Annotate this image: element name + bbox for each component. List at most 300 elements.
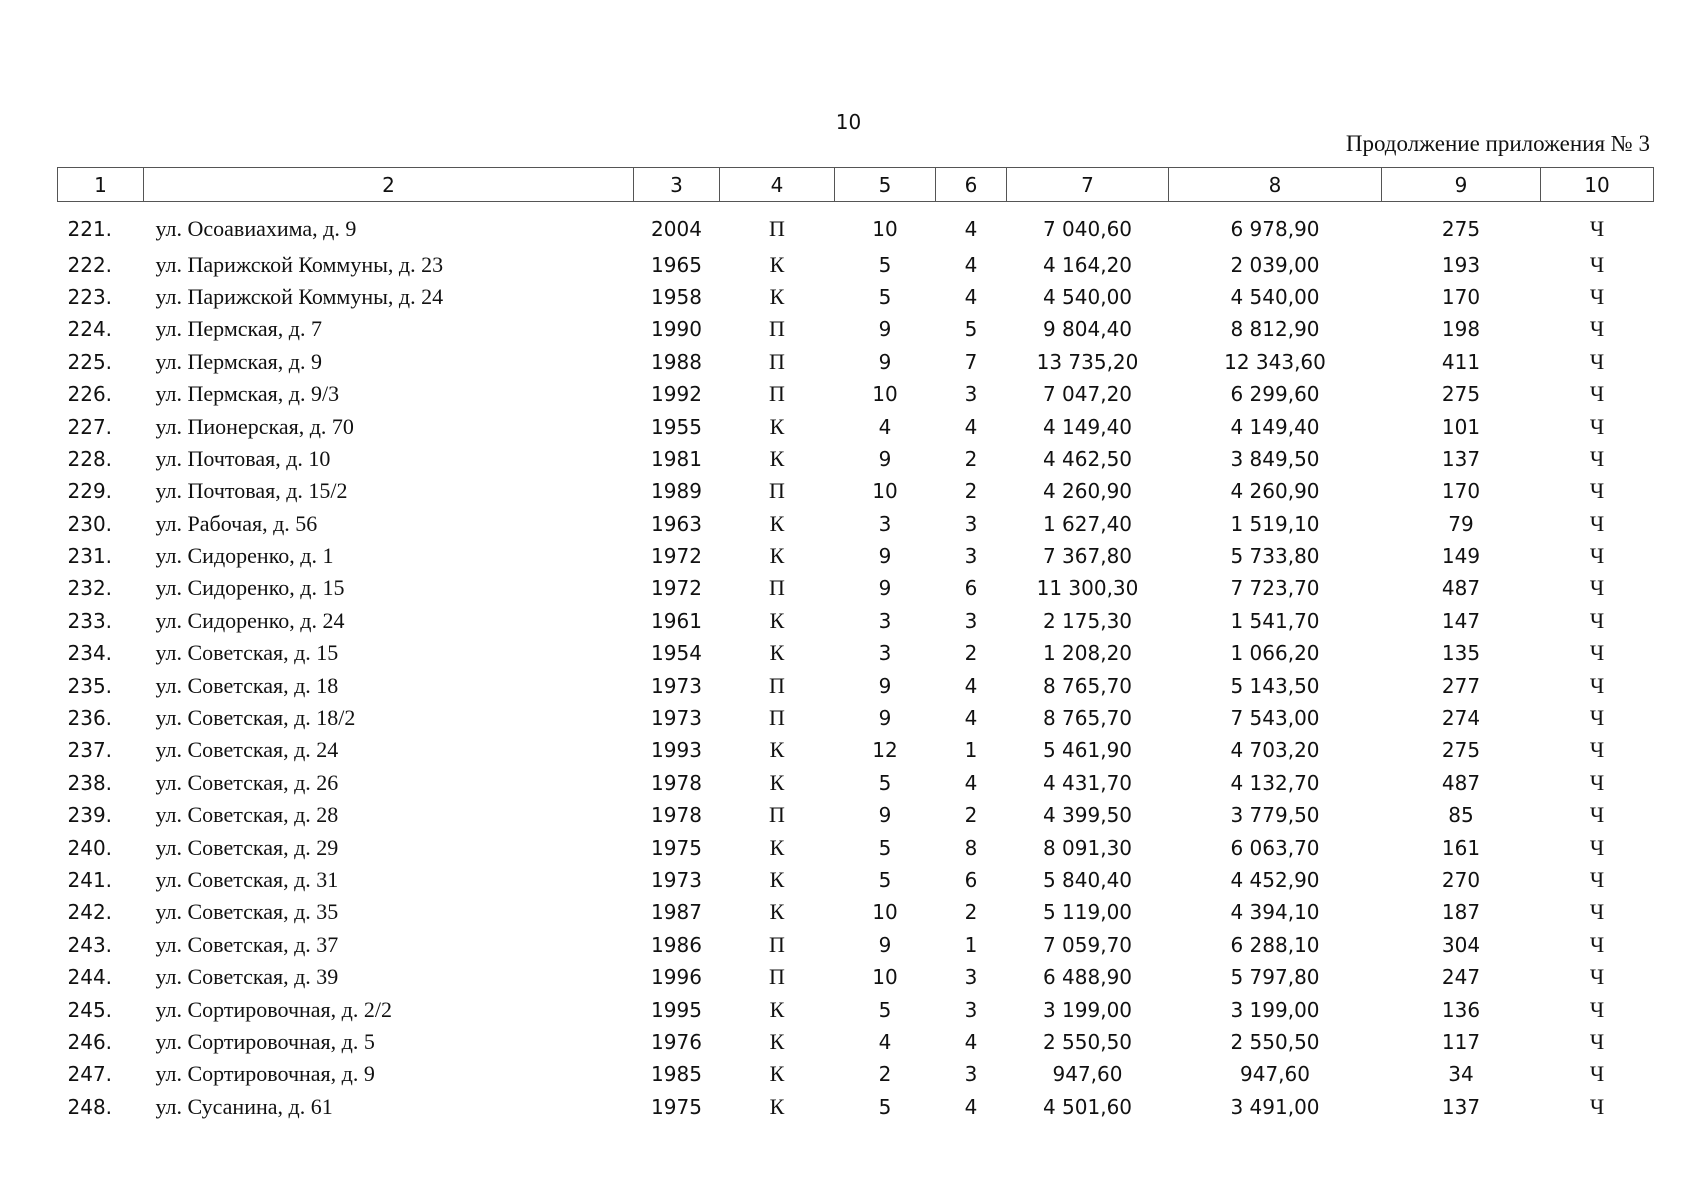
cell-address: ул. Сортировочная, д. 9 bbox=[155, 1061, 375, 1087]
cell-total-area: 7 367,80 bbox=[1042, 544, 1133, 569]
cell-entrances: 3 bbox=[964, 608, 978, 633]
cell-living-area: 8 812,90 bbox=[1230, 317, 1320, 342]
cell-entrances: 5 bbox=[964, 317, 978, 342]
table-row bbox=[58, 993, 1654, 1025]
cell-entrances: 1 bbox=[964, 932, 978, 957]
column-header-5: 5 bbox=[835, 168, 936, 202]
cell-residents: 198 bbox=[1441, 317, 1481, 342]
cell-residents: 149 bbox=[1441, 544, 1481, 569]
cell-floors: 9 bbox=[878, 673, 892, 698]
cell-floors: 10 bbox=[872, 216, 898, 241]
cell-wall-material: К bbox=[769, 510, 785, 536]
cell-total-area: 7 059,70 bbox=[1042, 932, 1133, 957]
cell-total-area: 8 765,70 bbox=[1042, 673, 1133, 698]
cell-living-area: 4 540,00 bbox=[1230, 284, 1320, 309]
table-row bbox=[58, 572, 1654, 604]
cell-row-number: 226. bbox=[67, 382, 113, 407]
cell-total-area: 4 260,90 bbox=[1042, 479, 1133, 504]
cell-total-area: 11 300,30 bbox=[1036, 576, 1139, 601]
table-row bbox=[58, 896, 1654, 928]
cell-total-area: 7 047,20 bbox=[1042, 382, 1133, 407]
cell-total-area: 4 462,50 bbox=[1042, 446, 1133, 471]
cell-row-number: 245. bbox=[67, 997, 113, 1022]
cell-address: ул. Советская, д. 28 bbox=[155, 802, 339, 828]
column-header-9: 9 bbox=[1382, 168, 1541, 202]
cell-total-area: 2 550,50 bbox=[1042, 1029, 1133, 1054]
cell-total-area: 4 431,70 bbox=[1042, 770, 1133, 795]
cell-address: ул. Сидоренко, д. 24 bbox=[155, 607, 345, 633]
cell-row-number: 221. bbox=[67, 216, 113, 241]
cell-wall-material: К bbox=[769, 867, 785, 892]
cell-floors: 9 bbox=[878, 317, 892, 342]
cell-row-number: 235. bbox=[67, 673, 113, 698]
cell-wall-material: К bbox=[769, 543, 785, 569]
cell-row-number: 229. bbox=[67, 479, 113, 504]
cell-floors: 5 bbox=[878, 284, 892, 309]
cell-address: ул. Советская, д. 24 bbox=[155, 737, 339, 763]
cell-row-number: 232. bbox=[67, 576, 113, 601]
cell-residents: 487 bbox=[1441, 576, 1481, 601]
cell-wall-material: К bbox=[769, 283, 785, 309]
cell-year: 1992 bbox=[651, 382, 702, 407]
cell-residents: 277 bbox=[1441, 673, 1481, 698]
cell-wall-material: П bbox=[769, 215, 785, 241]
cell-year: 1985 bbox=[651, 1062, 702, 1087]
cell-ownership: Ч bbox=[1589, 867, 1605, 892]
cell-floors: 10 bbox=[872, 965, 898, 990]
cell-residents: 85 bbox=[1448, 803, 1474, 828]
cell-floors: 9 bbox=[878, 932, 892, 957]
table-row bbox=[58, 864, 1654, 896]
column-header-3: 3 bbox=[634, 168, 720, 202]
cell-ownership: Ч bbox=[1589, 445, 1605, 471]
cell-address: ул. Пионерская, д. 70 bbox=[155, 413, 354, 439]
cell-address: ул. Почтовая, д. 15/2 bbox=[155, 478, 348, 504]
cell-floors: 9 bbox=[878, 576, 892, 601]
cell-residents: 137 bbox=[1441, 446, 1481, 471]
cell-living-area: 4 703,20 bbox=[1230, 738, 1320, 763]
cell-living-area: 1 541,70 bbox=[1230, 608, 1320, 633]
cell-living-area: 1 066,20 bbox=[1230, 641, 1320, 666]
cell-address: ул. Советская, д. 15 bbox=[155, 640, 339, 666]
cell-floors: 2 bbox=[878, 1062, 892, 1087]
cell-ownership: Ч bbox=[1589, 413, 1605, 439]
cell-ownership: Ч bbox=[1589, 769, 1605, 795]
cell-row-number: 231. bbox=[67, 544, 113, 569]
cell-ownership: Ч bbox=[1589, 381, 1605, 407]
cell-floors: 9 bbox=[878, 706, 892, 731]
table-row bbox=[58, 702, 1654, 734]
cell-address: ул. Сусанина, д. 61 bbox=[155, 1093, 333, 1119]
cell-ownership: Ч bbox=[1589, 1061, 1605, 1087]
table-row bbox=[58, 799, 1654, 831]
cell-year: 1973 bbox=[651, 868, 702, 892]
cell-residents: 193 bbox=[1441, 252, 1481, 277]
cell-year: 1995 bbox=[651, 997, 702, 1022]
cell-year: 1987 bbox=[651, 900, 702, 925]
cell-floors: 4 bbox=[878, 414, 892, 439]
header-row bbox=[58, 168, 1654, 202]
cell-total-area: 7 040,60 bbox=[1042, 216, 1133, 241]
cell-ownership: Ч bbox=[1589, 802, 1605, 828]
cell-wall-material: П bbox=[769, 964, 785, 990]
cell-address: ул. Сортировочная, д. 2/2 bbox=[155, 996, 392, 1022]
cell-floors: 3 bbox=[878, 641, 892, 666]
cell-entrances: 2 bbox=[964, 641, 978, 666]
cell-wall-material: К bbox=[769, 607, 785, 633]
cell-residents: 274 bbox=[1441, 706, 1481, 731]
cell-year: 1975 bbox=[651, 835, 702, 860]
table-row bbox=[58, 831, 1654, 863]
cell-year: 1986 bbox=[651, 932, 702, 957]
cell-ownership: Ч bbox=[1589, 543, 1605, 569]
cell-residents: 487 bbox=[1441, 770, 1481, 795]
cell-row-number: 238. bbox=[67, 770, 113, 795]
cell-residents: 170 bbox=[1441, 284, 1481, 309]
cell-row-number: 234. bbox=[67, 641, 113, 666]
table-row bbox=[58, 1026, 1654, 1058]
table-body bbox=[58, 202, 1654, 1123]
table-row bbox=[58, 1058, 1654, 1090]
cell-ownership: Ч bbox=[1589, 899, 1605, 925]
cell-row-number: 242. bbox=[67, 900, 113, 925]
cell-row-number: 233. bbox=[67, 608, 113, 633]
cell-row-number: 239. bbox=[67, 803, 113, 828]
table-row bbox=[58, 540, 1654, 572]
cell-address: ул. Советская, д. 29 bbox=[155, 834, 339, 860]
cell-wall-material: П bbox=[769, 705, 785, 731]
cell-floors: 10 bbox=[872, 479, 898, 504]
cell-address: ул. Советская, д. 26 bbox=[155, 769, 339, 795]
cell-wall-material: К bbox=[769, 834, 785, 860]
cell-total-area: 8 765,70 bbox=[1042, 706, 1133, 731]
cell-total-area: 5 119,00 bbox=[1042, 900, 1133, 925]
cell-row-number: 246. bbox=[67, 1029, 113, 1054]
cell-year: 1989 bbox=[651, 479, 702, 504]
table-row bbox=[58, 961, 1654, 993]
cell-address: ул. Сортировочная, д. 5 bbox=[155, 1028, 375, 1054]
cell-living-area: 4 394,10 bbox=[1230, 900, 1320, 925]
cell-floors: 5 bbox=[878, 770, 892, 795]
cell-floors: 12 bbox=[872, 738, 898, 763]
cell-living-area: 4 452,90 bbox=[1230, 868, 1320, 892]
cell-living-area: 3 491,00 bbox=[1230, 1094, 1320, 1119]
cell-address: ул. Советская, д. 35 bbox=[155, 899, 339, 925]
cell-wall-material: К bbox=[769, 996, 785, 1022]
cell-row-number: 227. bbox=[67, 414, 113, 439]
cell-entrances: 4 bbox=[964, 1094, 978, 1119]
cell-year: 1988 bbox=[651, 349, 702, 374]
cell-ownership: Ч bbox=[1589, 931, 1605, 957]
cell-wall-material: К bbox=[769, 251, 785, 277]
cell-residents: 170 bbox=[1441, 479, 1481, 504]
cell-floors: 5 bbox=[878, 868, 892, 892]
cell-wall-material: К bbox=[769, 769, 785, 795]
cell-total-area: 4 149,40 bbox=[1042, 414, 1133, 439]
cell-living-area: 2 550,50 bbox=[1230, 1029, 1320, 1054]
cell-total-area: 1 627,40 bbox=[1042, 511, 1133, 536]
cell-address: ул. Советская, д. 31 bbox=[155, 867, 339, 892]
cell-address: ул. Парижской Коммуны, д. 23 bbox=[155, 251, 444, 277]
cell-living-area: 6 299,60 bbox=[1230, 382, 1320, 407]
cell-floors: 10 bbox=[872, 382, 898, 407]
cell-living-area: 5 797,80 bbox=[1230, 965, 1320, 990]
cell-residents: 187 bbox=[1441, 900, 1481, 925]
column-header-2: 2 bbox=[144, 168, 634, 202]
cell-ownership: Ч bbox=[1589, 283, 1605, 309]
table-row bbox=[58, 410, 1654, 442]
cell-wall-material: П bbox=[769, 348, 785, 374]
buildings-table bbox=[57, 167, 1654, 1123]
cell-year: 1973 bbox=[651, 706, 702, 731]
cell-residents: 136 bbox=[1441, 997, 1481, 1022]
cell-total-area: 3 199,00 bbox=[1042, 997, 1133, 1022]
cell-ownership: Ч bbox=[1589, 316, 1605, 342]
cell-entrances: 3 bbox=[964, 382, 978, 407]
cell-address: ул. Пермская, д. 9 bbox=[155, 348, 322, 374]
cell-living-area: 6 978,90 bbox=[1230, 216, 1320, 241]
cell-row-number: 236. bbox=[67, 706, 113, 731]
cell-ownership: Ч bbox=[1589, 705, 1605, 731]
cell-wall-material: К bbox=[769, 445, 785, 471]
cell-row-number: 222. bbox=[67, 252, 113, 277]
cell-floors: 9 bbox=[878, 349, 892, 374]
cell-row-number: 240. bbox=[67, 835, 113, 860]
cell-entrances: 2 bbox=[964, 900, 978, 925]
table-row bbox=[58, 248, 1654, 280]
cell-wall-material: К bbox=[769, 1028, 785, 1054]
cell-residents: 275 bbox=[1441, 216, 1481, 241]
cell-living-area: 2 039,00 bbox=[1230, 252, 1320, 277]
cell-wall-material: К bbox=[769, 1093, 785, 1119]
cell-ownership: Ч bbox=[1589, 1093, 1605, 1119]
table-row bbox=[58, 929, 1654, 961]
cell-living-area: 947,60 bbox=[1240, 1062, 1310, 1087]
cell-ownership: Ч bbox=[1589, 478, 1605, 504]
cell-ownership: Ч bbox=[1589, 996, 1605, 1022]
cell-residents: 101 bbox=[1441, 414, 1481, 439]
cell-floors: 3 bbox=[878, 608, 892, 633]
table-row bbox=[58, 313, 1654, 345]
cell-entrances: 6 bbox=[964, 868, 978, 892]
cell-wall-material: К bbox=[769, 1061, 785, 1087]
cell-living-area: 5 733,80 bbox=[1230, 544, 1320, 569]
cell-wall-material: К bbox=[769, 737, 785, 763]
cell-residents: 304 bbox=[1441, 932, 1481, 957]
cell-year: 1975 bbox=[651, 1094, 702, 1119]
table-row bbox=[58, 1091, 1654, 1123]
table-row bbox=[58, 669, 1654, 701]
cell-floors: 9 bbox=[878, 803, 892, 828]
cell-floors: 5 bbox=[878, 1094, 892, 1119]
cell-row-number: 228. bbox=[67, 446, 113, 471]
table-row bbox=[58, 202, 1654, 249]
cell-ownership: Ч bbox=[1589, 834, 1605, 860]
cell-total-area: 9 804,40 bbox=[1042, 317, 1133, 342]
cell-living-area: 5 143,50 bbox=[1230, 673, 1320, 698]
cell-living-area: 1 519,10 bbox=[1230, 511, 1320, 536]
cell-address: ул. Осоавиахима, д. 9 bbox=[155, 215, 357, 241]
cell-ownership: Ч bbox=[1589, 215, 1605, 241]
column-header-1: 1 bbox=[58, 168, 144, 202]
cell-floors: 3 bbox=[878, 511, 892, 536]
cell-row-number: 237. bbox=[67, 738, 113, 763]
cell-residents: 135 bbox=[1441, 641, 1481, 666]
cell-wall-material: К bbox=[769, 413, 785, 439]
cell-address: ул. Парижской Коммуны, д. 24 bbox=[155, 283, 444, 309]
cell-address: ул. Почтовая, д. 10 bbox=[155, 445, 331, 471]
cell-total-area: 4 501,60 bbox=[1042, 1094, 1133, 1119]
cell-row-number: 248. bbox=[67, 1094, 113, 1119]
table-row bbox=[58, 378, 1654, 410]
cell-total-area: 2 175,30 bbox=[1042, 608, 1133, 633]
cell-year: 1981 bbox=[651, 446, 702, 471]
cell-entrances: 3 bbox=[964, 544, 978, 569]
cell-total-area: 947,60 bbox=[1052, 1062, 1123, 1087]
cell-entrances: 4 bbox=[964, 252, 978, 277]
cell-wall-material: П bbox=[769, 672, 785, 698]
table-row bbox=[58, 637, 1654, 669]
cell-ownership: Ч bbox=[1589, 251, 1605, 277]
cell-floors: 5 bbox=[878, 252, 892, 277]
cell-year: 1996 bbox=[651, 965, 702, 990]
cell-row-number: 244. bbox=[67, 965, 113, 990]
cell-ownership: Ч bbox=[1589, 640, 1605, 666]
cell-row-number: 223. bbox=[67, 284, 113, 309]
cell-ownership: Ч bbox=[1589, 607, 1605, 633]
cell-wall-material: П bbox=[769, 802, 785, 828]
cell-ownership: Ч bbox=[1589, 672, 1605, 698]
cell-ownership: Ч bbox=[1589, 348, 1605, 374]
cell-entrances: 8 bbox=[964, 835, 978, 860]
cell-entrances: 3 bbox=[964, 965, 978, 990]
cell-wall-material: П bbox=[769, 478, 785, 504]
cell-address: ул. Советская, д. 18 bbox=[155, 672, 339, 698]
cell-living-area: 3 199,00 bbox=[1230, 997, 1320, 1022]
cell-row-number: 224. bbox=[67, 317, 113, 342]
cell-floors: 5 bbox=[878, 835, 892, 860]
cell-ownership: Ч bbox=[1589, 1028, 1605, 1054]
cell-year: 1961 bbox=[651, 608, 702, 633]
table-row bbox=[58, 734, 1654, 766]
table-row bbox=[58, 508, 1654, 540]
table-row bbox=[58, 767, 1654, 799]
cell-living-area: 3 849,50 bbox=[1230, 446, 1320, 471]
column-header-10: 10 bbox=[1541, 168, 1654, 202]
cell-wall-material: П bbox=[769, 575, 785, 601]
cell-entrances: 3 bbox=[964, 1062, 978, 1087]
cell-year: 1954 bbox=[651, 641, 702, 666]
cell-year: 1972 bbox=[651, 544, 702, 569]
cell-entrances: 4 bbox=[964, 414, 978, 439]
cell-address: ул. Советская, д. 37 bbox=[155, 931, 339, 957]
cell-address: ул. Сидоренко, д. 1 bbox=[155, 543, 334, 569]
cell-year: 1963 bbox=[651, 511, 702, 536]
cell-wall-material: П bbox=[769, 381, 785, 407]
cell-total-area: 1 208,20 bbox=[1042, 641, 1133, 666]
cell-living-area: 4 149,40 bbox=[1230, 414, 1320, 439]
cell-residents: 79 bbox=[1448, 511, 1474, 536]
cell-total-area: 5 840,40 bbox=[1042, 868, 1133, 892]
cell-entrances: 2 bbox=[964, 803, 978, 828]
cell-address: ул. Рабочая, д. 56 bbox=[155, 510, 318, 536]
cell-living-area: 4 260,90 bbox=[1230, 479, 1320, 504]
cell-floors: 10 bbox=[872, 900, 898, 925]
column-header-7: 7 bbox=[1007, 168, 1169, 202]
cell-total-area: 5 461,90 bbox=[1042, 738, 1133, 763]
cell-residents: 275 bbox=[1441, 738, 1481, 763]
cell-entrances: 7 bbox=[964, 349, 978, 374]
cell-row-number: 230. bbox=[67, 511, 113, 536]
cell-wall-material: К bbox=[769, 899, 785, 925]
cell-residents: 247 bbox=[1441, 965, 1481, 990]
cell-address: ул. Сидоренко, д. 15 bbox=[155, 575, 345, 601]
cell-living-area: 12 343,60 bbox=[1224, 349, 1326, 374]
cell-row-number: 247. bbox=[67, 1062, 113, 1087]
cell-ownership: Ч bbox=[1589, 964, 1605, 990]
cell-residents: 411 bbox=[1441, 349, 1481, 374]
cell-ownership: Ч bbox=[1589, 510, 1605, 536]
cell-floors: 9 bbox=[878, 544, 892, 569]
cell-entrances: 4 bbox=[964, 1029, 978, 1054]
cell-residents: 137 bbox=[1441, 1094, 1481, 1119]
cell-entrances: 4 bbox=[964, 216, 978, 241]
cell-total-area: 4 164,20 bbox=[1042, 252, 1133, 277]
cell-entrances: 6 bbox=[964, 576, 978, 601]
page-number: 10 bbox=[835, 110, 862, 134]
cell-floors: 5 bbox=[878, 997, 892, 1022]
cell-living-area: 7 543,00 bbox=[1230, 706, 1320, 731]
cell-living-area: 3 779,50 bbox=[1230, 803, 1320, 828]
cell-residents: 147 bbox=[1441, 608, 1481, 633]
column-header-6: 6 bbox=[936, 168, 1007, 202]
cell-total-area: 8 091,30 bbox=[1042, 835, 1133, 860]
cell-entrances: 3 bbox=[964, 511, 978, 536]
cell-year: 2004 bbox=[651, 216, 702, 241]
cell-total-area: 4 540,00 bbox=[1042, 284, 1133, 309]
appendix-caption: Продолжение приложения № 3 bbox=[1345, 131, 1650, 156]
cell-floors: 4 bbox=[878, 1029, 892, 1054]
cell-year: 1978 bbox=[651, 770, 702, 795]
cell-wall-material: П bbox=[769, 931, 785, 957]
cell-ownership: Ч bbox=[1589, 575, 1605, 601]
table-row bbox=[58, 281, 1654, 313]
cell-entrances: 2 bbox=[964, 446, 978, 471]
cell-residents: 275 bbox=[1441, 382, 1481, 407]
cell-wall-material: П bbox=[769, 316, 785, 342]
cell-year: 1965 bbox=[651, 252, 702, 277]
cell-year: 1976 bbox=[651, 1029, 702, 1054]
cell-entrances: 4 bbox=[964, 706, 978, 731]
cell-entrances: 4 bbox=[964, 284, 978, 309]
cell-address: ул. Пермская, д. 9/3 bbox=[155, 381, 340, 407]
cell-year: 1978 bbox=[651, 803, 702, 828]
cell-entrances: 3 bbox=[964, 997, 978, 1022]
cell-ownership: Ч bbox=[1589, 737, 1605, 763]
cell-living-area: 4 132,70 bbox=[1230, 770, 1320, 795]
cell-entrances: 2 bbox=[964, 479, 978, 504]
cell-row-number: 241. bbox=[67, 868, 113, 892]
cell-address: ул. Пермская, д. 7 bbox=[155, 316, 322, 342]
cell-residents: 270 bbox=[1441, 868, 1481, 892]
cell-year: 1955 bbox=[651, 414, 702, 439]
cell-row-number: 225. bbox=[67, 349, 113, 374]
cell-living-area: 7 723,70 bbox=[1230, 576, 1320, 601]
cell-row-number: 243. bbox=[67, 932, 113, 957]
cell-year: 1973 bbox=[651, 673, 702, 698]
cell-year: 1972 bbox=[651, 576, 702, 601]
cell-year: 1993 bbox=[651, 738, 702, 763]
